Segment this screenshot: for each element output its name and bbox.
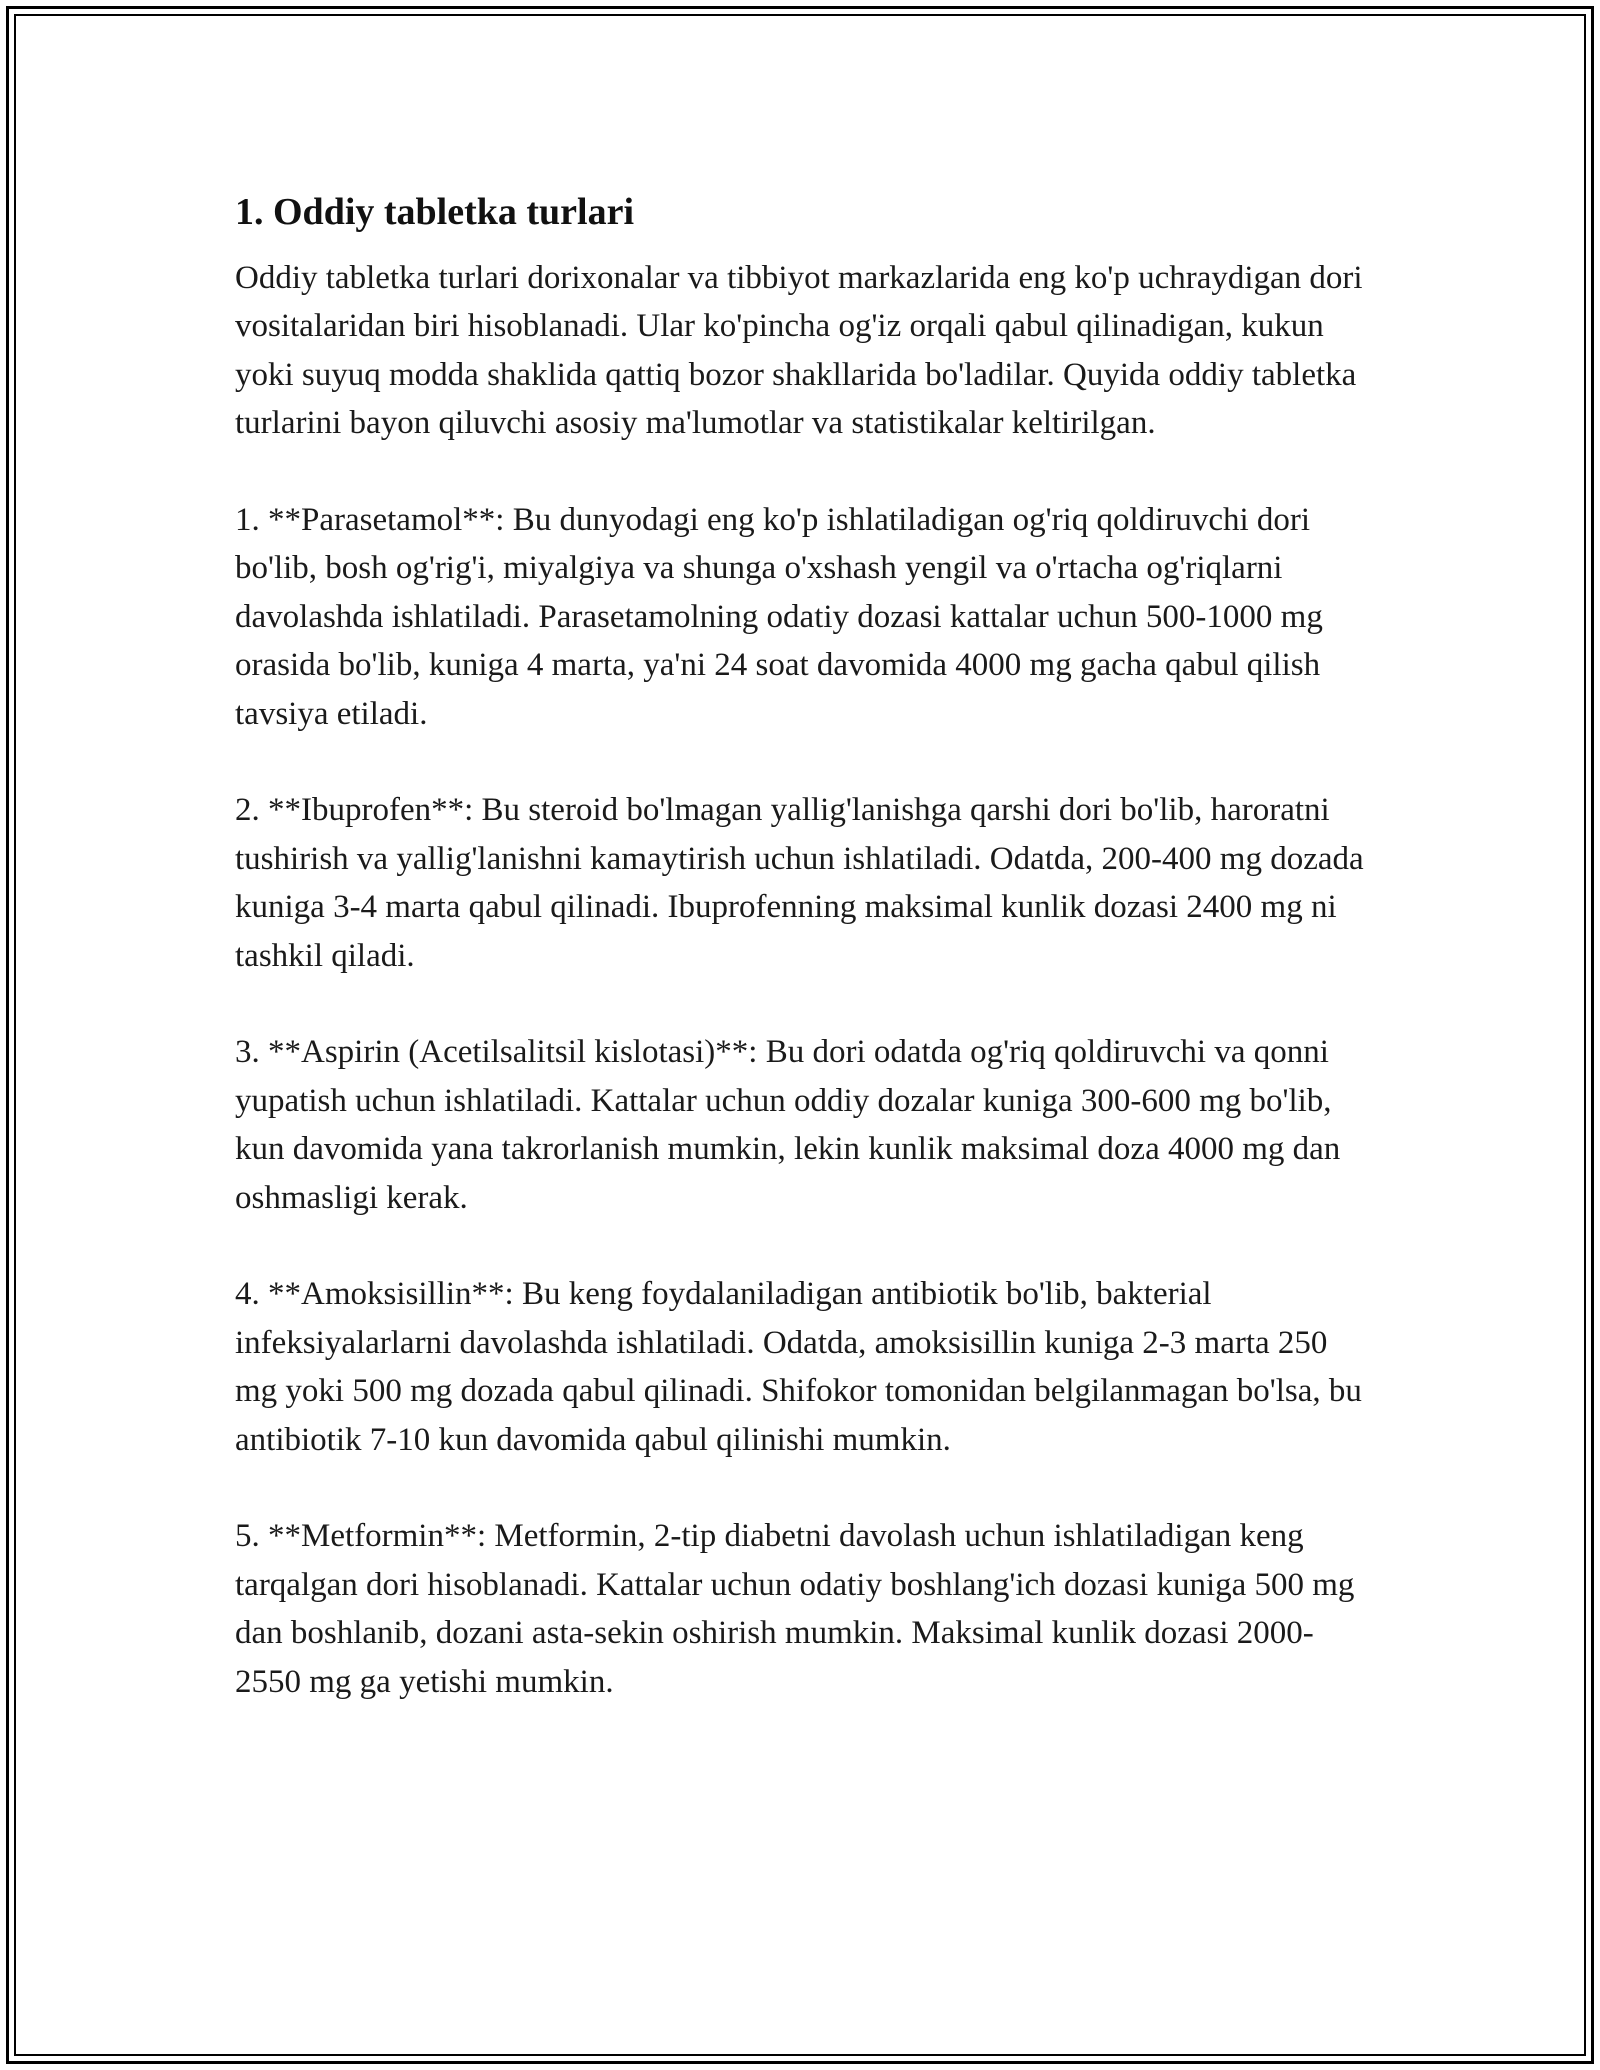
- section-heading: 1. Oddiy tabletka turlari: [235, 191, 635, 233]
- intro-paragraph: Oddiy tabletka turlari dorixonalar va tibbiyot markazlarida eng ko'p uchraydigan dori vositalaridan biri hisoblanadi. Ular ko'pincha og'iz orqali qabul qilinadigan, kukun yoki suyuq modda shaklida qattiq bozor shakllarida bo'ladilar. Quyida oddiy tabletka turlarini bayon qiluvchi asosiy ma'lumotlar va statistikalar keltirilgan.: [235, 260, 1363, 442]
- list-item-metformin: 5. **Metformin**: Metformin, 2-tip diabetni davolash uchun ishlatiladigan keng tarqalgan dori hisoblanadi. Kattalar uchun odatiy boshlang'ich dozasi kuniga 500 mg dan boshlanib, dozani asta-sekin oshirish mumkin. Maksimal kunlik dozasi 2000-2550 mg ga yetishi mumkin.: [235, 1518, 1355, 1700]
- document-body: [235, 186, 1375, 1755]
- list-item-ibuprofen: 2. **Ibuprofen**: Bu steroid bo'lmagan yallig'lanishga qarshi dori bo'lib, haroratni tushirish va yallig'lanishni kamaytirish uchun ishlatiladi. Odatda, 200-400 mg dozada kuniga 3-4 marta qabul qilinadi. Ibuprofenning maksimal kunlik dozasi 2400 mg ni tashkil qiladi.: [235, 792, 1364, 974]
- list-item-paracetamol: 1. **Parasetamol**: Bu dunyodagi eng ko'p ishlatiladigan og'riq qoldiruvchi dori bo'lib, bosh og'rig'i, miyalgiya va shunga o'xshash yengil va o'rtacha og'riqlarni davolashda ishlatiladi. Parasetamolning odatiy dozasi kattalar uchun 500-1000 mg orasida bo'lib, kuniga 4 marta, ya'ni 24 soat davomida 4000 mg gacha qabul qilish tavsiya etiladi.: [235, 502, 1323, 732]
- list-item-aspirin: 3. **Aspirin (Acetilsalitsil kislotasi)**: Bu dori odatda og'riq qoldiruvchi va qonni yupatish uchun ishlatiladi. Kattalar uchun oddiy dozalar kuniga 300-600 mg bo'lib, kun davomida yana takrorlanish mumkin, lekin kunlik maksimal doza 4000 mg dan oshmasligi kerak.: [235, 1034, 1341, 1216]
- list-item-amoxicillin: 4. **Amoksisillin**: Bu keng foydalaniladigan antibiotik bo'lib, bakterial infeksiyalarlarni davolashda ishlatiladi. Odatda, amoksisillin kuniga 2-3 marta 250 mg yoki 500 mg dozada qabul qilinadi. Shifokor tomonidan belgilanmagan bo'lsa, bu antibiotik 7-10 kun davomida qabul qilinishi mumkin.: [235, 1276, 1362, 1458]
